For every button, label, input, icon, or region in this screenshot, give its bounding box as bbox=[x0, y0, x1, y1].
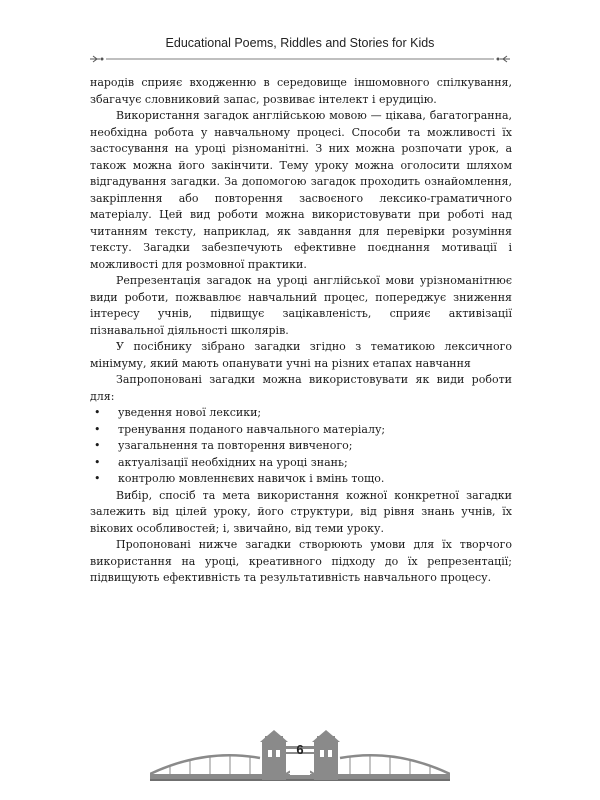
paragraph: У посібнику зібрано загадки згідно з тематикою лексичного мінімуму, який мають опанувати учні на різних етапах навчання bbox=[90, 340, 512, 370]
tower-bridge-icon bbox=[150, 728, 450, 788]
bullet-icon: • bbox=[94, 422, 101, 436]
list-item-text: контролю мовленнєвих навичок і вмінь тощо. bbox=[118, 472, 385, 485]
paragraph: Пропоновані нижче загадки створюють умови для їх творчого використання на уроці, креативного підходу до їх репрезентації; підвищують ефективність та результативність навчального процесу. bbox=[90, 538, 512, 584]
list-item bbox=[90, 455, 512, 472]
paragraph: Запропоновані загадки можна використовувати як види роботи для: bbox=[90, 373, 512, 403]
paragraph: народів сприяє входженню в середовище іншомовного спілкування, збагачує словниковий запас, розвиває інтелект і ерудицію. bbox=[90, 76, 512, 106]
paragraph: Використання загадок англійською мовою — цікава, багатогранна, необхідна робота у навчальному процесі. Способи та можливості їх застосування на уроці різноманітні. З них можна розпочати урок, а також можна його закінчити. Тему уроку можна оголосити шляхом відгадування загадки. За допомогою загадок проходить ознайомлення, закріплення або повторення засвоєного лексико-граматичного матеріалу. Цей вид роботи можна використовувати при роботі над читанням тексту, наприклад, як завдання для перевірки розуміння тексту. Загадки забезпечують ефективне поєднання мотивації і можливості для розмовної практики. bbox=[90, 109, 512, 271]
list-item-text: уведення нової лексики; bbox=[118, 406, 262, 419]
page-number: 6 bbox=[296, 742, 304, 757]
list-item-text: узагальнення та повторення вивченого; bbox=[118, 439, 353, 452]
header-ornament-rule bbox=[88, 54, 512, 64]
bullet-icon: • bbox=[94, 406, 101, 419]
paragraph: Вибір, спосіб та мета використання кожної конкретної загадки залежить від цілей уроку, його структури, від рівня знань учнів, їх вікових особливостей; і, звичайно, від теми уроку. bbox=[90, 488, 512, 535]
list-item bbox=[90, 438, 512, 455]
list-item-text: тренування поданого навчального матеріалу; bbox=[118, 422, 386, 436]
bullet-icon: • bbox=[94, 439, 101, 452]
list-item bbox=[90, 405, 512, 422]
bullet-icon: • bbox=[94, 472, 101, 485]
body-text bbox=[90, 75, 512, 587]
list-item bbox=[90, 471, 512, 488]
list-item-text: актуалізації необхідних на уроці знань; bbox=[118, 455, 348, 469]
running-header: Educational Poems, Riddles and Stories for Kids bbox=[165, 36, 435, 50]
bullet-list bbox=[90, 405, 512, 488]
list-item bbox=[90, 422, 512, 439]
paragraph: Репрезентація загадок на уроці англійської мови урізноманітнює види роботи, пожвавлює навчальний процес, попереджує зниження інтересу учнів, підвищує зацікавленість, сприяє активізації пізнавальної діяльності школярів. bbox=[90, 274, 512, 337]
bullet-icon: • bbox=[94, 455, 101, 469]
